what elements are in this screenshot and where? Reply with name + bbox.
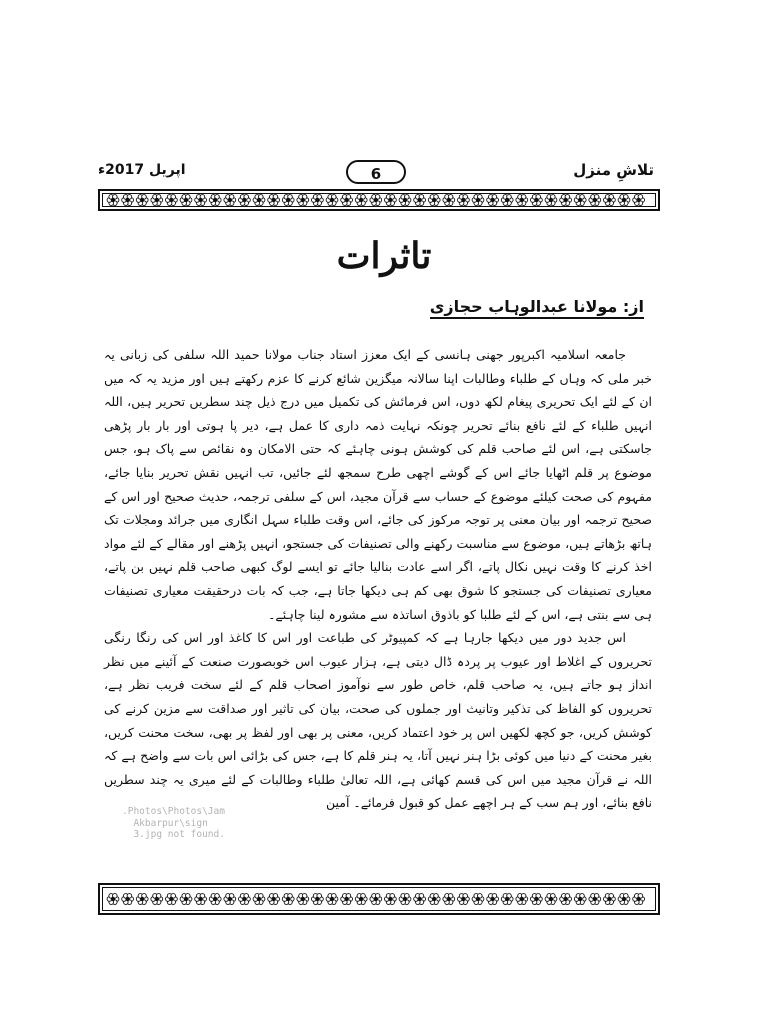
flower-ornament-icon	[443, 894, 455, 905]
flower-ornament-icon	[166, 195, 178, 206]
flower-ornament-icon	[589, 195, 601, 206]
flower-ornament-icon	[574, 894, 586, 905]
flower-ornament-icon	[443, 195, 455, 206]
flower-ornament-icon	[428, 195, 440, 206]
flower-ornament-icon	[107, 894, 119, 905]
flower-ornament-icon	[370, 894, 382, 905]
flower-ornament-icon	[604, 195, 616, 206]
flower-ornament-icon	[487, 894, 499, 905]
flower-ornament-icon	[253, 894, 265, 905]
flower-ornament-icon	[501, 195, 513, 206]
flower-ornament-icon	[399, 195, 411, 206]
flower-ornament-icon	[180, 894, 192, 905]
issue-date: اپریل 2017ء	[98, 162, 186, 178]
flower-ornament-icon	[589, 894, 601, 905]
flower-ornament-icon	[239, 195, 251, 206]
flower-ornament-icon	[414, 195, 426, 206]
flower-ornament-icon	[297, 195, 309, 206]
page-number-badge: 6	[346, 160, 406, 184]
flower-ornament-icon	[428, 894, 440, 905]
flower-ornament-icon	[180, 195, 192, 206]
flower-ornament-icon	[341, 195, 353, 206]
article-paragraph: جامعہ اسلامیہ اکبرپور جھنی ہانسی کے ایک معزز استاد جناب مولانا حمید اللہ سلفی کی زبانی یہ خبر ملی کہ وہاں کے طلباء وطالبات اپنا سالانہ میگزین شائع کرنے کا عزم رکھتے ہیں اور مزید یہ کہ میں ان کے لئے ایک تحریری پیغام لکھ دوں، اس فرمائش کی تکمیل میں درج ذیل چند سطریں تحریر ہیں، اللہ انہیں طلباء کے لئے نافع بنائے تحریر چونکہ نہایت ذمہ داری کا عمل ہے، دیر پا ہوتی اور بار بار پڑھی جاسکتی ہے، اس لئے صاحب قلم کی کوشش ہونی چاہئے کہ حتی الامکان وہ نقائص سے پاک ہو، جس موضوع پر قلم اٹھایا جائے اس کے گوشے اچھی طرح سمجھ لئے جائیں، تب انہیں نقش تحریر بنایا جائے، مفہوم کی صحت کیلئے موضوع کے حساب سے قرآن مجید، اس کے سلفی ترجمہ، حدیث صحیح اور اس کے صحیح ترجمہ اور بیان معنی پر توجہ مرکوز کی جائے، اس وقت طلباء سہل انگاری میں جرائد ومجلات تک ہاتھ بڑھاتے ہیں، موضوع سے مناسبت رکھنے والی تصنیفات کی جستجو، انہیں پڑھنے اور مقالے کے لئے مواد اخذ کرنے کا وقت نہیں نکال پاتے، اگر اسے عادت بنالیا جائے تو ایسے لوگ کبھی صاحب قلم نہیں بن پاتے، معیاری تصنیفات کی جستجو کا شوق بھی کم ہی دیکھا جاتا ہے، جب کہ بات درحقیقت معیاری تصنیفات ہی سے بنتی ہے، اس کے لئے طلبا کو باذوق اساتذہ سے مشورہ لینا چاہئے۔	[104, 347, 652, 622]
flower-ornament-icon	[282, 195, 294, 206]
flower-ornament-icon	[151, 894, 163, 905]
flower-ornament-icon	[355, 894, 367, 905]
flower-ornament-icon	[633, 894, 645, 905]
flower-ornament-icon	[531, 894, 543, 905]
bottom-flower-row	[106, 892, 652, 906]
flower-ornament-icon	[458, 195, 470, 206]
flower-ornament-icon	[501, 894, 513, 905]
flower-ornament-icon	[458, 894, 470, 905]
flower-ornament-icon	[574, 195, 586, 206]
flower-ornament-icon	[414, 894, 426, 905]
flower-ornament-icon	[312, 894, 324, 905]
flower-ornament-icon	[531, 195, 543, 206]
flower-ornament-icon	[516, 195, 528, 206]
flower-ornament-icon	[136, 894, 148, 905]
flower-ornament-icon	[224, 894, 236, 905]
flower-ornament-icon	[604, 894, 616, 905]
flower-ornament-icon	[487, 195, 499, 206]
flower-ornament-icon	[399, 894, 411, 905]
flower-ornament-icon	[472, 195, 484, 206]
flower-ornament-icon	[560, 894, 572, 905]
flower-ornament-icon	[472, 894, 484, 905]
flower-ornament-icon	[239, 894, 251, 905]
flower-ornament-icon	[545, 894, 557, 905]
flower-ornament-icon	[560, 195, 572, 206]
flower-ornament-icon	[253, 195, 265, 206]
top-flower-row	[106, 193, 652, 207]
top-ornamental-border	[98, 189, 660, 211]
article-title: تاثرات	[336, 235, 432, 277]
missing-signature-image-placeholder: .Photos\Photos\Jam Akbarpur\sign 3.jpg not found.	[122, 806, 225, 840]
flower-ornament-icon	[385, 894, 397, 905]
flower-ornament-icon	[209, 894, 221, 905]
flower-ornament-icon	[268, 195, 280, 206]
page-header	[98, 160, 660, 186]
article-paragraph: اس جدید دور میں دیکھا جارہا ہے کہ کمپیوٹر کی طباعت اور اس کا کاغذ اور اس کی رنگا رنگی تحریروں کے اغلاط اور عیوب پر پردہ ڈال دیتی ہے، ہزار عیوب اس خوبصورت صنعت کے آئینے میں نظر انداز ہو جاتے ہیں، یہ صاحب قلم، خاص طور سے نوآموز اصحاب قلم کے لئے سخت فریب نظر ہے، تحریروں کو الفاظ کی تذکیر وتانیث اور جملوں کی صحت، بیان کی تاثیر اور صداقت سے مزین کرنے کی کوشش کریں، جو کچھ لکھیں اس پر خود اعتماد کریں، معنی پر بھی اور لفظ پر بھی، سخت محنت کریں، بغیر محنت کے دنیا میں کوئی بڑا ہنر نہیں آتا، یہ ہنر قلم کا ہے، جس کی بڑائی اس بات سے واضح ہے کہ اللہ نے قرآن مجید میں اس کی قسم کھائی ہے، اللہ تعالیٰ طلباء وطالبات کے لئے میری یہ چند سطریں نافع بنائے، اور ہم سب کے ہر اچھے عمل کو قبول فرمائے۔ آمین	[104, 630, 652, 811]
flower-ornament-icon	[136, 195, 148, 206]
flower-ornament-icon	[326, 195, 338, 206]
flower-ornament-icon	[224, 195, 236, 206]
flower-ornament-icon	[618, 195, 630, 206]
flower-ornament-icon	[282, 894, 294, 905]
article-author: از: مولانا عبدالوہاب حجازی	[430, 297, 644, 319]
flower-ornament-icon	[166, 894, 178, 905]
flower-ornament-icon	[545, 195, 557, 206]
flower-ornament-icon	[107, 195, 119, 206]
flower-ornament-icon	[122, 894, 134, 905]
flower-ornament-icon	[618, 894, 630, 905]
flower-ornament-icon	[268, 894, 280, 905]
bottom-ornamental-border	[98, 883, 660, 915]
flower-ornament-icon	[355, 195, 367, 206]
article-body	[104, 343, 652, 815]
flower-ornament-icon	[326, 894, 338, 905]
flower-ornament-icon	[633, 195, 645, 206]
flower-ornament-icon	[209, 195, 221, 206]
flower-ornament-icon	[195, 894, 207, 905]
flower-ornament-icon	[516, 894, 528, 905]
flower-ornament-icon	[195, 195, 207, 206]
flower-ornament-icon	[370, 195, 382, 206]
flower-ornament-icon	[341, 894, 353, 905]
flower-ornament-icon	[385, 195, 397, 206]
flower-ornament-icon	[312, 195, 324, 206]
flower-ornament-icon	[151, 195, 163, 206]
flower-ornament-icon	[297, 894, 309, 905]
flower-ornament-icon	[122, 195, 134, 206]
magazine-name: تلاشِ منزل	[573, 161, 654, 179]
